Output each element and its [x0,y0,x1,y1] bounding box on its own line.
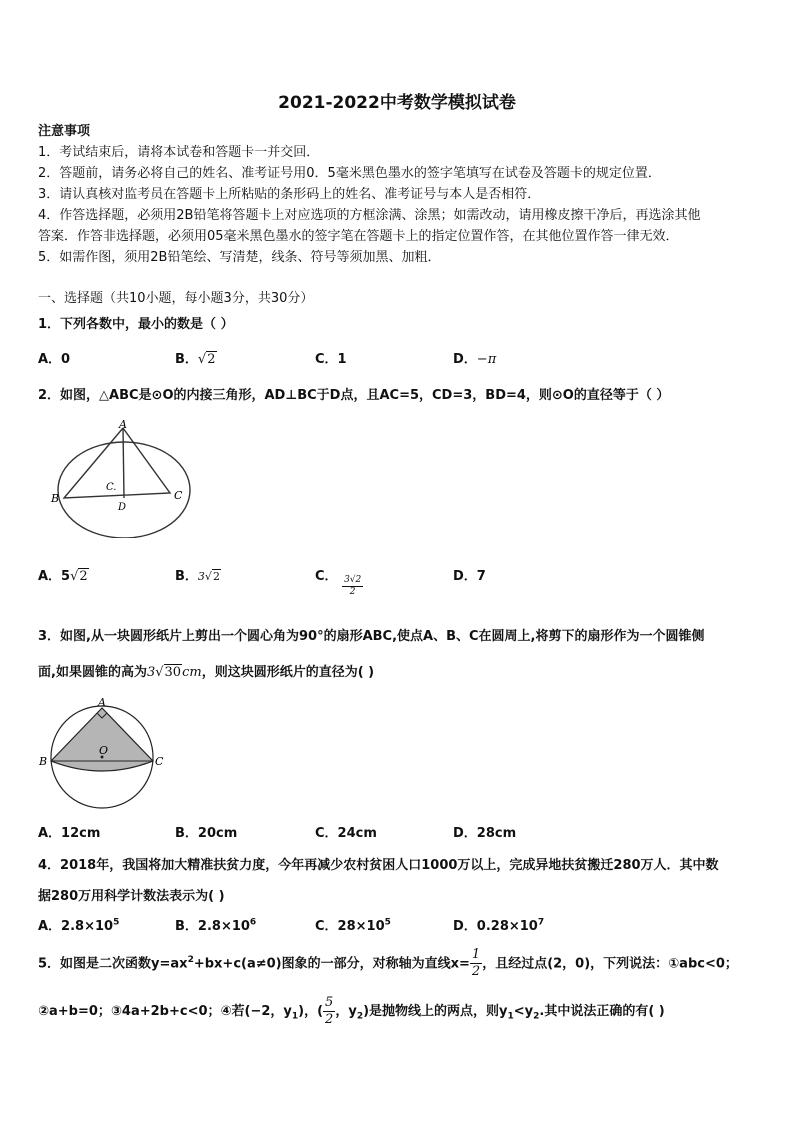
q3-option-a: A．12cm [38,826,101,841]
q1-option-b: B．√2 [175,352,216,367]
q2-option-c: C． $\frac{3√2}{2}$ [315,569,362,597]
section-heading: 一、选择题（共10小题，每小题3分，共30分） [38,291,314,306]
q3-label-c: C [155,755,164,768]
note-item-4-cont: 答案．作答非选择题，必须用05毫米黑色墨水的签字笔在答题卡上的指定位置作答，在其他位置作答一律无效． [38,229,679,244]
q4-stem-line1: 4．2018年，我国将加大精准扶贫力度，今年再减少农村贫困人口1000万以上，完成异地扶贫搬迁280万人．其中数 [38,858,719,873]
note-item-1: 1．考试结束后，请将本试卷和答题卡一并交回． [38,145,320,160]
note-item-3: 3．请认真核对监考员在答题卡上所粘贴的条形码上的姓名、准考证号与本人是否相符． [38,187,541,202]
page-title: 2021-2022中考数学模拟试卷 [278,93,516,113]
q4-option-b: B．$2.8\times 10^6$ [175,917,257,934]
note-item-5: 5．如需作图，须用2B铅笔绘、写清楚，线条、符号等须加黑、加粗． [38,250,441,265]
note-item-2: 2．答题前，请务必将自己的姓名、准考证号用0．5毫米黑色墨水的签字笔填写在试卷及答题卡的规定位置． [38,166,661,181]
q2-circle-figure [48,418,198,538]
q2-label-center: C. [106,482,117,493]
q3-label-o: O [99,744,109,757]
q2-option-d: D．7 [453,569,486,584]
q3-label-b: B [39,755,48,768]
q1-option-c: C．1 [315,352,347,367]
q3-stem-line2: 面,如果圆锥的高为3√30cm，则这块圆形纸片的直径为( ) [38,665,375,680]
q4-option-c: C．$28\times 10^5$ [315,917,391,934]
q2-label-c: C [174,489,183,502]
q3-label-a: A [98,696,106,709]
q3-option-d: D．28cm [453,826,517,841]
q3-sector-figure [36,694,172,812]
q2-stem: 2．如图，△ABC是⊙O的内接三角形，AD⊥BC于D点，且AC=5，CD=3，BD=4，则⊙O的直径等于（ ） [38,388,670,403]
q3-stem-line1: 3．如图,从一块圆形纸片上剪出一个圆心角为90°的扇形ABC,使点A、B、C在圆周上,将剪下的扇形作为一个圆锥侧 [38,629,705,644]
q1-option-a: A．0 [38,352,71,367]
q2-option-a: A．5√2 [38,569,88,584]
q3-option-c: C．24cm [315,826,377,841]
q2-label-b: B [51,492,60,505]
q2-label-d: D [118,502,127,513]
q5-stem-line1: 5．如图是二次函数$y=ax^2+bx+c(a\ne 0)$图象的一部分，对称轴为直线x= $\frac{1}{2}$ ，且经过点(2，0)，下列说法：①abc<0； [38,947,738,980]
q3-option-b: B．20cm [175,826,238,841]
q5-stem-line2: ②a+b=0；③4a+2b+c<0；④若(−2，$y_1$)，( $\frac{5}{2}$ ，$y_2$)是抛物线上的两点，则$y_1<y_2$.其中说法正确的有( ) [38,995,665,1027]
q4-stem-line2: 据280万用科学计数法表示为( ) [38,889,225,904]
q1-stem: 1．下列各数中，最小的数是（ ） [38,317,234,332]
q2-option-b: B．3√2 [175,569,220,584]
q1-option-b-radicand: 2 [207,352,216,367]
q2-label-a: A [119,418,127,431]
notes-heading: 注意事项 [38,124,91,139]
q4-option-d: D．$0.28\times 10^7$ [453,917,545,934]
note-item-4: 4．作答选择题，必须用2B铅笔将答题卡上对应选项的方框涂满、涂黑；如需改动，请用橡皮擦干净后，再选涂其他 [38,208,701,223]
q4-option-a: A．$2.8\times 10^5$ [38,917,120,934]
q1-option-d: D．−π [453,352,497,367]
